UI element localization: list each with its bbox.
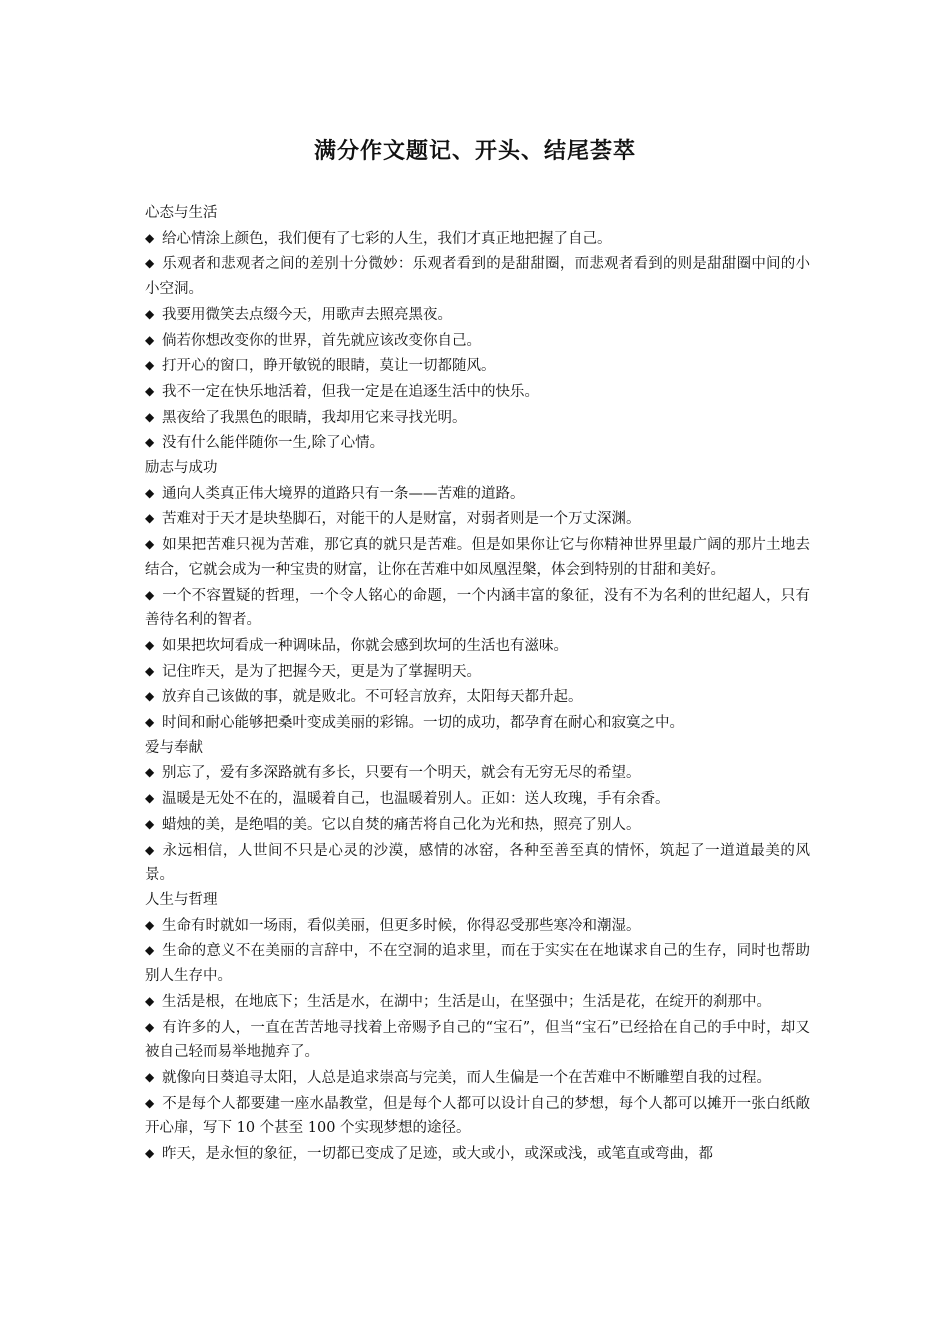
section-heading: 人生与哲理	[145, 891, 218, 908]
list-item-text: 通向人类真正伟大境界的道路只有一条——苦难的道路。	[162, 485, 525, 502]
list-item-text: 记住昨天，是为了把握今天，更是为了掌握明天。	[162, 663, 481, 680]
list-item	[145, 1065, 810, 1091]
list-item-text: 打开心的窗口，睁开敏锐的眼睛，莫让一切都随风。	[162, 358, 496, 375]
list-item	[145, 1091, 810, 1141]
list-item	[145, 786, 810, 812]
diamond-bullet-icon: ◆	[145, 715, 155, 730]
list-item-text: 黑夜给了我黑色的眼睛，我却用它来寻找光明。	[162, 409, 467, 426]
list-item	[145, 583, 810, 633]
diamond-bullet-icon: ◆	[145, 332, 155, 347]
list-item-text: 苦难对于天才是块垫脚石，对能干的人是财富，对弱者则是一个万丈深渊。	[162, 511, 641, 528]
list-item	[145, 938, 810, 988]
list-item	[145, 684, 810, 710]
list-item-text: 蜡烛的美，是绝唱的美。它以自焚的痛苦将自己化为光和热，照亮了别人。	[162, 816, 641, 833]
list-item-text: 乐观者和悲观者之间的差别十分微妙：乐观者看到的是甜甜圈，而悲观者看到的则是甜甜圈中间的小小空洞。	[145, 256, 810, 298]
list-item-text: 我不一定在快乐地活着，但我一定是在追逐生活中的快乐。	[162, 383, 539, 400]
list-item-text: 生活是根，在地底下；生活是水，在湖中；生活是山，在坚强中；生活是花，在绽开的刹那中。	[162, 993, 771, 1010]
list-item-text: 没有什么能伴随你一生,除了心情。	[162, 435, 385, 452]
list-item	[145, 506, 810, 532]
diamond-bullet-icon: ◆	[145, 917, 155, 932]
diamond-bullet-icon: ◆	[145, 816, 155, 831]
list-item	[145, 379, 810, 405]
list-item-text: 昨天，是永恒的象征，一切都已变成了足迹，或大或小，或深或浅，或笔直或弯曲，都	[162, 1146, 713, 1163]
section-heading: 爱与奉献	[145, 739, 203, 756]
diamond-bullet-icon: ◆	[145, 485, 155, 500]
diamond-bullet-icon: ◆	[145, 587, 155, 602]
list-item	[145, 760, 810, 786]
diamond-bullet-icon: ◆	[145, 358, 155, 373]
diamond-bullet-icon: ◆	[145, 993, 155, 1008]
diamond-bullet-icon: ◆	[145, 537, 155, 552]
section-heading: 心态与生活	[145, 205, 218, 221]
diamond-bullet-icon: ◆	[145, 1019, 155, 1034]
diamond-bullet-icon: ◆	[145, 637, 155, 652]
list-item-text: 一个不容置疑的哲理，一个令人铭心的命题，一个内涵丰富的象征，没有不为名利的世纪超人，只有善待名利的智者。	[145, 587, 810, 629]
list-item-text: 时间和耐心能够把桑叶变成美丽的彩锦。一切的成功，都孕育在耐心和寂寞之中。	[162, 715, 684, 732]
list-item-text: 倘若你想改变你的世界，首先就应该改变你自己。	[162, 332, 481, 349]
diamond-bullet-icon: ◆	[145, 791, 155, 806]
diamond-bullet-icon: ◆	[145, 383, 155, 398]
section-heading: 励志与成功	[145, 460, 218, 477]
list-item	[145, 226, 810, 252]
list-item	[145, 659, 810, 685]
list-item-text: 温暖是无处不在的，温暖着自己，也温暖着别人。正如：送人玫瑰，手有余香。	[162, 791, 670, 808]
list-item-text: 如果把坎坷看成一种调味品，你就会感到坎坷的生活也有滋味。	[162, 637, 568, 654]
document-title: 满分作文题记、开头、结尾荟萃	[313, 139, 636, 164]
list-item-text: 别忘了，爱有多深路就有多长，只要有一个明天，就会有无穷无尽的希望。	[162, 765, 641, 782]
list-item-text: 给心情涂上颜色，我们便有了七彩的人生，我们才真正地把握了自己。	[162, 230, 612, 247]
diamond-bullet-icon: ◆	[145, 435, 155, 450]
list-item	[145, 430, 810, 456]
list-item	[145, 633, 810, 659]
list-item	[145, 1015, 810, 1065]
diamond-bullet-icon: ◆	[145, 306, 155, 321]
list-item	[145, 838, 810, 888]
list-item	[145, 481, 810, 507]
diamond-bullet-icon: ◆	[145, 256, 155, 271]
list-item-text: 如果把苦难只视为苦难，那它真的就只是苦难。但是如果你让它与你精神世界里最广阔的那片土地去结合，它就会成为一种宝贵的财富，让你在苦难中如凤凰涅槃，体会到特别的甘甜和美好。	[145, 537, 810, 578]
list-item-text: 放弃自己该做的事，就是败北。不可轻言放弃，太阳每天都升起。	[162, 689, 583, 706]
list-item	[145, 710, 810, 736]
list-item-text: 生命有时就如一场雨，看似美丽，但更多时候，你得忍受那些寒冷和潮湿。	[162, 917, 641, 934]
diamond-bullet-icon: ◆	[145, 511, 155, 526]
list-item-text: 我要用微笑去点缀今天，用歌声去照亮黑夜。	[162, 306, 452, 323]
list-item	[145, 302, 810, 328]
list-item	[145, 328, 810, 354]
list-item-text: 生命的意义不在美丽的言辞中，不在空洞的追求里，而在于实实在在地谋求自己的生存，同时也帮助别人生存中。	[145, 943, 810, 985]
diamond-bullet-icon: ◆	[145, 1146, 155, 1161]
list-item	[145, 353, 810, 379]
diamond-bullet-icon: ◆	[145, 1069, 155, 1084]
diamond-bullet-icon: ◆	[145, 1095, 155, 1110]
list-item	[145, 532, 810, 582]
diamond-bullet-icon: ◆	[145, 689, 155, 704]
diamond-bullet-icon: ◆	[145, 230, 155, 245]
diamond-bullet-icon: ◆	[145, 765, 155, 780]
list-item-text: 有许多的人，一直在苦苦地寻找着上帝赐予自己的“宝石”，但当“宝石”已经拾在自己的手中时，却又被自己轻而易举地抛弃了。	[145, 1019, 810, 1061]
list-item-text: 不是每个人都要建一座水晶教堂，但是每个人都可以设计自己的梦想，每个人都可以摊开一张白纸敞开心扉，写下 10 个甚至 100 个实现梦想的途径。	[145, 1095, 810, 1137]
diamond-bullet-icon: ◆	[145, 409, 155, 424]
list-item-text: 就像向日葵追寻太阳，人总是追求崇高与完美，而人生偏是一个在苦难中不断雕塑自我的过程。	[162, 1069, 771, 1086]
list-item	[145, 812, 810, 838]
diamond-bullet-icon: ◆	[145, 943, 155, 958]
list-item	[145, 251, 810, 301]
list-item	[145, 989, 810, 1015]
document-body	[145, 201, 810, 1167]
list-item	[145, 913, 810, 939]
diamond-bullet-icon: ◆	[145, 842, 155, 857]
list-item	[145, 1141, 810, 1167]
diamond-bullet-icon: ◆	[145, 663, 155, 678]
list-item-text: 永远相信，人世间不只是心灵的沙漠，感情的冰窑，各种至善至真的情怀，筑起了一道道最美的风景。	[145, 842, 810, 884]
list-item	[145, 405, 810, 431]
